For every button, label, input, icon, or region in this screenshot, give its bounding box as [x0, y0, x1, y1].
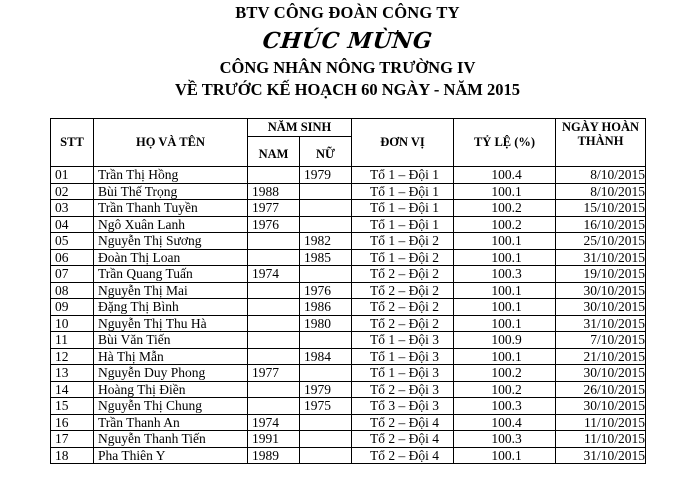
cell-name: Bùi Thế Trọng [94, 183, 248, 200]
cell-ratio: 100.1 [454, 315, 556, 332]
cell-ratio: 100.2 [454, 365, 556, 382]
cell-birth-year-female: 1982 [300, 233, 352, 250]
achievement-title: VỀ TRƯỚC KẾ HOẠCH 60 NGÀY - NĂM 2015 [175, 80, 520, 99]
cell-birth-year-female [300, 266, 352, 283]
cell-stt: 18 [51, 447, 94, 464]
cell-birth-year-female: 1979 [300, 381, 352, 398]
table-row [51, 167, 646, 184]
cell-birth-year-female: 1976 [300, 282, 352, 299]
table-row [51, 348, 646, 365]
cell-birth-year-female: 1980 [300, 315, 352, 332]
cell-unit: Tổ 1 – Đội 1 [352, 216, 454, 233]
cell-unit: Tổ 2 – Đội 4 [352, 431, 454, 448]
cell-name: Ngô Xuân Lanh [94, 216, 248, 233]
cell-ratio: 100.2 [454, 200, 556, 217]
cell-stt: 13 [51, 365, 94, 382]
honor-table [50, 118, 646, 464]
cell-unit: Tổ 2 – Đội 4 [352, 414, 454, 431]
cell-ratio: 100.3 [454, 266, 556, 283]
cell-completion-date: 11/10/2015 [556, 431, 646, 448]
cell-birth-year-male [248, 315, 300, 332]
cell-name: Nguyễn Thị Sương [94, 233, 248, 250]
cell-name: Hoàng Thị Điền [94, 381, 248, 398]
cell-unit: Tổ 1 – Đội 1 [352, 167, 454, 184]
cell-unit: Tổ 1 – Đội 2 [352, 233, 454, 250]
column-header-ratio: TỶ LỆ (%) [454, 119, 556, 167]
cell-name: Đặng Thị Bình [94, 299, 248, 316]
cell-birth-year-female [300, 216, 352, 233]
cell-completion-date: 19/10/2015 [556, 266, 646, 283]
cell-stt: 08 [51, 282, 94, 299]
cell-ratio: 100.1 [454, 233, 556, 250]
table-body [51, 167, 646, 464]
table-row [51, 447, 646, 464]
cell-completion-date: 30/10/2015 [556, 398, 646, 415]
cell-birth-year-male: 1976 [248, 216, 300, 233]
cell-completion-date: 30/10/2015 [556, 282, 646, 299]
cell-name: Nguyễn Thị Thu Hà [94, 315, 248, 332]
cell-birth-year-female: 1985 [300, 249, 352, 266]
recipient-title: CÔNG NHÂN NÔNG TRƯỜNG IV [219, 58, 476, 77]
cell-name: Nguyễn Thanh Tiến [94, 431, 248, 448]
cell-birth-year-female [300, 365, 352, 382]
cell-birth-year-female [300, 200, 352, 217]
table-row [51, 299, 646, 316]
cell-ratio: 100.2 [454, 381, 556, 398]
cell-birth-year-female [300, 183, 352, 200]
cell-birth-year-female [300, 332, 352, 349]
cell-ratio: 100.4 [454, 414, 556, 431]
cell-completion-date: 25/10/2015 [556, 233, 646, 250]
cell-birth-year-female: 1975 [300, 398, 352, 415]
table-row [51, 398, 646, 415]
cell-ratio: 100.1 [454, 348, 556, 365]
column-header-name: HỌ VÀ TÊN [94, 119, 248, 167]
cell-birth-year-male: 1977 [248, 365, 300, 382]
table-row [51, 216, 646, 233]
cell-stt: 17 [51, 431, 94, 448]
cell-unit: Tổ 2 – Đội 2 [352, 299, 454, 316]
table-row [51, 266, 646, 283]
cell-unit: Tổ 2 – Đội 3 [352, 381, 454, 398]
cell-stt: 06 [51, 249, 94, 266]
cell-name: Nguyễn Duy Phong [94, 365, 248, 382]
cell-birth-year-female [300, 431, 352, 448]
cell-completion-date: 11/10/2015 [556, 414, 646, 431]
cell-birth-year-male [248, 348, 300, 365]
cell-birth-year-female: 1984 [300, 348, 352, 365]
cell-birth-year-male [248, 398, 300, 415]
cell-stt: 04 [51, 216, 94, 233]
cell-completion-date: 15/10/2015 [556, 200, 646, 217]
cell-stt: 09 [51, 299, 94, 316]
cell-name: Trần Quang Tuấn [94, 266, 248, 283]
cell-ratio: 100.9 [454, 332, 556, 349]
cell-unit: Tổ 1 – Đội 3 [352, 365, 454, 382]
table-row [51, 249, 646, 266]
cell-stt: 14 [51, 381, 94, 398]
congratulations-title: CHÚC MỪNG [261, 28, 434, 54]
table-row [51, 233, 646, 250]
cell-birth-year-male: 1988 [248, 183, 300, 200]
cell-completion-date: 8/10/2015 [556, 183, 646, 200]
cell-name: Pha Thiên Y [94, 447, 248, 464]
cell-completion-date: 21/10/2015 [556, 348, 646, 365]
table-row [51, 365, 646, 382]
cell-birth-year-female [300, 414, 352, 431]
cell-name: Trần Thanh Tuyền [94, 200, 248, 217]
cell-unit: Tổ 2 – Đội 2 [352, 266, 454, 283]
cell-birth-year-male: 1974 [248, 414, 300, 431]
cell-ratio: 100.1 [454, 282, 556, 299]
cell-birth-year-female: 1986 [300, 299, 352, 316]
cell-birth-year-male: 1991 [248, 431, 300, 448]
cell-unit: Tổ 1 – Đội 1 [352, 183, 454, 200]
cell-completion-date: 8/10/2015 [556, 167, 646, 184]
table-row [51, 414, 646, 431]
cell-birth-year-male [248, 299, 300, 316]
table-row [51, 282, 646, 299]
cell-stt: 01 [51, 167, 94, 184]
cell-completion-date: 30/10/2015 [556, 365, 646, 382]
table-row [51, 315, 646, 332]
cell-ratio: 100.3 [454, 398, 556, 415]
cell-ratio: 100.1 [454, 447, 556, 464]
cell-stt: 15 [51, 398, 94, 415]
cell-completion-date: 31/10/2015 [556, 447, 646, 464]
cell-stt: 12 [51, 348, 94, 365]
cell-ratio: 100.2 [454, 216, 556, 233]
cell-name: Nguyễn Thị Chung [94, 398, 248, 415]
cell-completion-date: 30/10/2015 [556, 299, 646, 316]
column-header-stt: STT [51, 119, 94, 167]
cell-stt: 07 [51, 266, 94, 283]
cell-birth-year-male [248, 233, 300, 250]
cell-name: Nguyễn Thị Mai [94, 282, 248, 299]
cell-ratio: 100.1 [454, 299, 556, 316]
cell-stt: 10 [51, 315, 94, 332]
cell-unit: Tổ 1 – Đội 3 [352, 332, 454, 349]
cell-birth-year-male [248, 282, 300, 299]
cell-stt: 11 [51, 332, 94, 349]
cell-name: Đoàn Thị Loan [94, 249, 248, 266]
cell-birth-year-male [248, 167, 300, 184]
column-header-unit: ĐƠN VỊ [352, 119, 454, 167]
cell-completion-date: 16/10/2015 [556, 216, 646, 233]
table-row [51, 431, 646, 448]
column-header-female: NỮ [300, 137, 352, 167]
cell-unit: Tổ 1 – Đội 3 [352, 348, 454, 365]
cell-name: Trần Thanh An [94, 414, 248, 431]
cell-completion-date: 7/10/2015 [556, 332, 646, 349]
cell-ratio: 100.4 [454, 167, 556, 184]
cell-stt: 02 [51, 183, 94, 200]
column-header-completion-date: NGÀY HOÀN THÀNH [556, 119, 646, 167]
cell-birth-year-male [248, 381, 300, 398]
cell-unit: Tổ 2 – Đội 2 [352, 315, 454, 332]
table-row [51, 332, 646, 349]
cell-unit: Tổ 1 – Đội 2 [352, 249, 454, 266]
cell-completion-date: 26/10/2015 [556, 381, 646, 398]
cell-ratio: 100.1 [454, 249, 556, 266]
table-row [51, 381, 646, 398]
cell-birth-year-female [300, 447, 352, 464]
column-header-male: NAM [248, 137, 300, 167]
table-row [51, 200, 646, 217]
cell-ratio: 100.3 [454, 431, 556, 448]
cell-completion-date: 31/10/2015 [556, 315, 646, 332]
cell-birth-year-male [248, 249, 300, 266]
cell-unit: Tổ 2 – Đội 2 [352, 282, 454, 299]
cell-birth-year-male [248, 332, 300, 349]
cell-stt: 05 [51, 233, 94, 250]
cell-name: Trần Thị Hồng [94, 167, 248, 184]
cell-ratio: 100.1 [454, 183, 556, 200]
cell-stt: 16 [51, 414, 94, 431]
cell-birth-year-female: 1979 [300, 167, 352, 184]
cell-unit: Tổ 3 – Đội 3 [352, 398, 454, 415]
column-header-birth-year: NĂM SINH [248, 119, 352, 137]
cell-unit: Tổ 2 – Đội 4 [352, 447, 454, 464]
cell-name: Hà Thị Mẫn [94, 348, 248, 365]
cell-birth-year-male: 1989 [248, 447, 300, 464]
cell-stt: 03 [51, 200, 94, 217]
organization-title: BTV CÔNG ĐOÀN CÔNG TY [235, 3, 460, 22]
cell-unit: Tổ 1 – Đội 1 [352, 200, 454, 217]
table-row [51, 183, 646, 200]
cell-name: Bùi Văn Tiến [94, 332, 248, 349]
cell-birth-year-male: 1974 [248, 266, 300, 283]
cell-birth-year-male: 1977 [248, 200, 300, 217]
cell-completion-date: 31/10/2015 [556, 249, 646, 266]
